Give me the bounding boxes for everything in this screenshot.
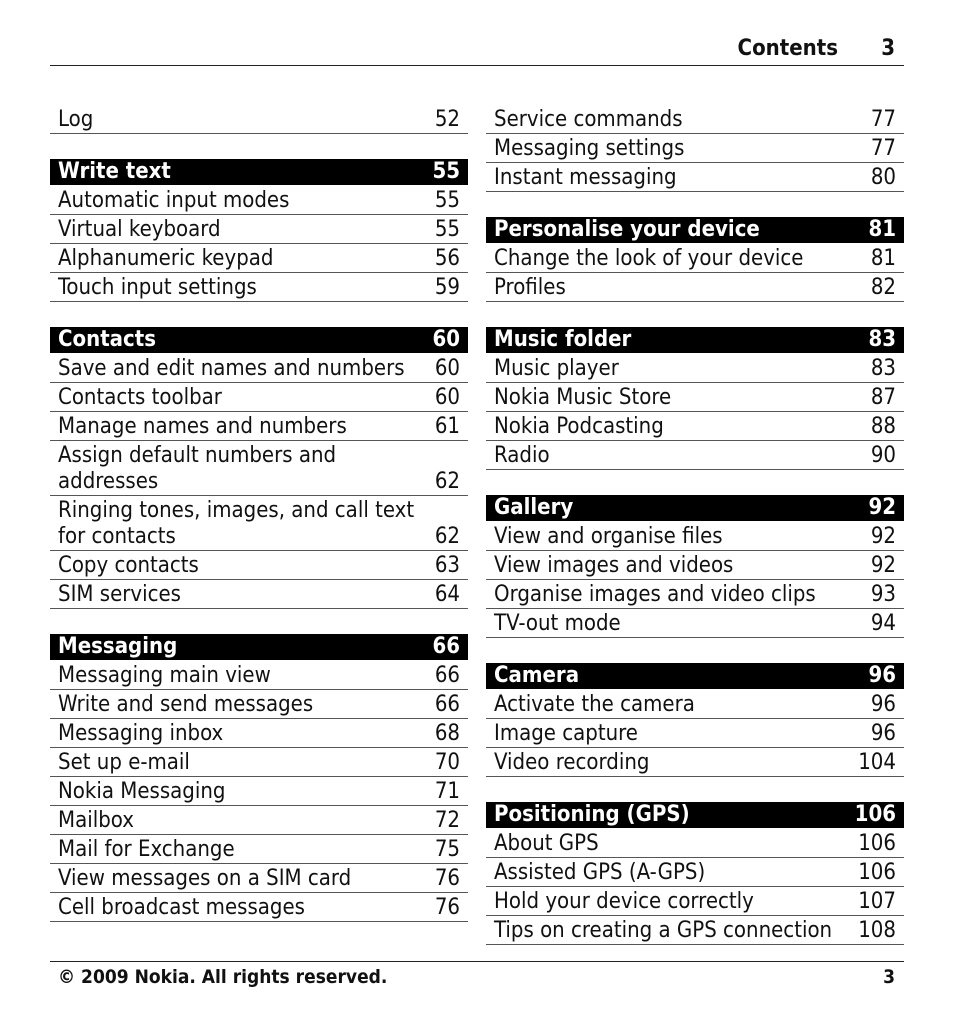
section-title-text: Camera xyxy=(494,663,580,688)
page-number: 76 xyxy=(434,895,460,920)
entry-title: Nokia Messaging xyxy=(58,779,226,804)
entry-title: SIM services xyxy=(58,582,181,607)
page-number: 81 xyxy=(868,217,896,242)
header-title: Contents xyxy=(737,36,838,61)
entry-title: Mail for Exchange xyxy=(58,837,235,862)
entry-title: View images and videos xyxy=(494,553,734,578)
section-title-text: Gallery xyxy=(494,495,574,520)
page-number: 87 xyxy=(870,385,896,410)
entry-title: Service commands xyxy=(494,107,683,132)
section-title-text: Contacts xyxy=(58,327,157,352)
toc-entry[interactable] xyxy=(486,581,904,609)
toc-entry[interactable] xyxy=(50,384,468,412)
toc-entry[interactable] xyxy=(486,413,904,441)
copyright-notice: © 2009 Nokia. All rights reserved. xyxy=(58,966,388,988)
toc-entry[interactable] xyxy=(50,274,468,302)
entry-title: Virtual keyboard xyxy=(58,217,221,242)
entry-title: Alphanumeric keypad xyxy=(58,246,274,271)
page-number: 60 xyxy=(432,327,460,352)
page-number: 106 xyxy=(858,831,896,856)
page-number: 55 xyxy=(434,188,460,213)
page-number: 62 xyxy=(434,469,460,494)
page-number: 60 xyxy=(434,356,460,381)
page-number: 60 xyxy=(434,385,460,410)
toc-entry[interactable] xyxy=(486,917,904,945)
entry-title: Mailbox xyxy=(58,808,134,833)
toc-entry[interactable] xyxy=(50,778,468,806)
toc-entry[interactable] xyxy=(50,187,468,215)
toc-entry[interactable] xyxy=(486,245,904,273)
entry-title: Image capture xyxy=(494,721,638,746)
section-title-text: Personalise your device xyxy=(494,217,760,242)
page-number: 83 xyxy=(868,327,896,352)
footer-page-number: 3 xyxy=(883,966,895,988)
entry-title: Write and send messages xyxy=(58,692,314,717)
page-number: 59 xyxy=(434,275,460,300)
toc-entry[interactable] xyxy=(50,720,468,748)
toc-entry[interactable] xyxy=(50,497,468,551)
toc-section-heading[interactable] xyxy=(486,327,904,353)
toc-entry[interactable] xyxy=(50,355,468,383)
toc-entry[interactable] xyxy=(50,413,468,441)
page-number: 96 xyxy=(870,692,896,717)
toc-entry[interactable] xyxy=(50,245,468,273)
toc-entry[interactable] xyxy=(50,106,468,134)
page-number: 55 xyxy=(432,159,460,184)
toc-entry[interactable] xyxy=(486,691,904,719)
toc-section-heading[interactable] xyxy=(50,327,468,353)
section-gap xyxy=(50,303,468,327)
toc-entry[interactable] xyxy=(486,274,904,302)
entry-title: Activate the camera xyxy=(494,692,695,717)
page-number: 108 xyxy=(858,918,896,943)
toc-entry[interactable] xyxy=(50,552,468,580)
section-gap xyxy=(486,193,904,217)
page-number: 92 xyxy=(870,553,896,578)
entry-title: Nokia Music Store xyxy=(494,385,672,410)
toc-section-heading[interactable] xyxy=(50,159,468,185)
page-number: 77 xyxy=(870,136,896,161)
page-number: 83 xyxy=(870,356,896,381)
entry-title: Radio xyxy=(494,443,550,468)
entry-title: Cell broadcast messages xyxy=(58,895,305,920)
toc-entry[interactable] xyxy=(50,894,468,922)
toc-entry[interactable] xyxy=(50,749,468,777)
toc-entry[interactable] xyxy=(50,216,468,244)
entry-title: Change the look of your device xyxy=(494,246,804,271)
toc-entry[interactable] xyxy=(50,836,468,864)
page-number: 77 xyxy=(870,107,896,132)
page-number: 107 xyxy=(858,889,896,914)
page-number: 68 xyxy=(434,721,460,746)
toc-entry[interactable] xyxy=(486,106,904,134)
page-number: 66 xyxy=(434,692,460,717)
entry-title: Copy contacts xyxy=(58,553,199,578)
toc-section-heading[interactable] xyxy=(486,802,904,828)
entry-title: Assign default numbers and addresses xyxy=(58,443,337,494)
page-number: 80 xyxy=(870,165,896,190)
section-gap xyxy=(486,639,904,663)
entry-title: TV-out mode xyxy=(494,611,621,636)
entry-title: About GPS xyxy=(494,831,599,856)
toc-entry[interactable] xyxy=(50,807,468,835)
section-gap xyxy=(50,610,468,634)
toc-entry[interactable] xyxy=(50,865,468,893)
toc-entry[interactable] xyxy=(50,442,468,496)
toc-entry[interactable] xyxy=(486,720,904,748)
toc-entry[interactable] xyxy=(486,830,904,858)
entry-title: Set up e-mail xyxy=(58,750,190,775)
entry-title: Manage names and numbers xyxy=(58,414,347,439)
page-footer xyxy=(50,961,904,992)
page-number: 70 xyxy=(434,750,460,775)
page-header xyxy=(50,34,904,66)
section-title-text: Music folder xyxy=(494,327,632,352)
toc-entry[interactable] xyxy=(486,384,904,412)
toc-entry[interactable] xyxy=(50,581,468,609)
page-number: 93 xyxy=(870,582,896,607)
entry-title: Profiles xyxy=(494,275,566,300)
page-number: 96 xyxy=(870,721,896,746)
toc-column-left xyxy=(50,106,468,923)
entry-title: Messaging main view xyxy=(58,663,271,688)
page-number: 71 xyxy=(434,779,460,804)
page-number: 96 xyxy=(868,663,896,688)
toc-entry[interactable] xyxy=(486,888,904,916)
entry-title: Contacts toolbar xyxy=(58,385,222,410)
section-title-text: Positioning (GPS) xyxy=(494,802,690,827)
entry-title: Music player xyxy=(494,356,619,381)
entry-title: Hold your device correctly xyxy=(494,889,754,914)
page-number: 92 xyxy=(870,524,896,549)
page-number: 92 xyxy=(868,495,896,520)
toc-section-heading[interactable] xyxy=(50,634,468,660)
entry-title: Ringing tones, images, and call text for contacts xyxy=(58,498,415,549)
page-number: 66 xyxy=(432,634,460,659)
toc-entry[interactable] xyxy=(50,662,468,690)
page-number: 88 xyxy=(870,414,896,439)
toc-entry[interactable] xyxy=(486,135,904,163)
entry-title: View messages on a SIM card xyxy=(58,866,352,891)
toc-column-right xyxy=(486,106,904,946)
entry-title: Video recording xyxy=(494,750,650,775)
toc-entry[interactable] xyxy=(486,610,904,638)
toc-section-heading[interactable] xyxy=(486,495,904,521)
entry-title: Touch input settings xyxy=(58,275,257,300)
page-number: 55 xyxy=(434,217,460,242)
toc-entry[interactable] xyxy=(486,552,904,580)
entry-title: Messaging settings xyxy=(494,136,685,161)
toc-entry[interactable] xyxy=(486,164,904,192)
entry-title: Save and edit names and numbers xyxy=(58,356,405,381)
page-number: 82 xyxy=(870,275,896,300)
toc-entry[interactable] xyxy=(486,523,904,551)
entry-title: Automatic input modes xyxy=(58,188,290,213)
page-number: 56 xyxy=(434,246,460,271)
toc-section-heading[interactable] xyxy=(486,663,904,689)
page-number: 104 xyxy=(858,750,896,775)
entry-title: Nokia Podcasting xyxy=(494,414,664,439)
toc-entry[interactable] xyxy=(486,355,904,383)
toc-section-heading[interactable] xyxy=(486,217,904,243)
section-title-text: Messaging xyxy=(58,634,178,659)
toc-entry[interactable] xyxy=(50,691,468,719)
section-gap xyxy=(486,303,904,327)
page-number: 64 xyxy=(434,582,460,607)
entry-title: Messaging inbox xyxy=(58,721,224,746)
toc-entry[interactable] xyxy=(486,442,904,470)
page-number: 94 xyxy=(870,611,896,636)
section-gap xyxy=(486,471,904,495)
page-number: 106 xyxy=(854,802,896,827)
toc-entry[interactable] xyxy=(486,749,904,777)
toc-entry[interactable] xyxy=(486,859,904,887)
section-gap xyxy=(50,135,468,159)
page-number: 52 xyxy=(434,107,460,132)
page-number: 81 xyxy=(870,246,896,271)
section-gap xyxy=(486,778,904,802)
page-number: 76 xyxy=(434,866,460,891)
page-number: 66 xyxy=(434,663,460,688)
entry-title: Log xyxy=(58,107,94,132)
entry-title: Organise images and video clips xyxy=(494,582,816,607)
page-number: 106 xyxy=(858,860,896,885)
entry-title: Instant messaging xyxy=(494,165,677,190)
page-number: 63 xyxy=(434,553,460,578)
page-number: 61 xyxy=(434,414,460,439)
page-number: 62 xyxy=(434,524,460,549)
page-number: 72 xyxy=(434,808,460,833)
header-page-number: 3 xyxy=(881,36,895,61)
section-title-text: Write text xyxy=(58,159,171,184)
page-number: 90 xyxy=(870,443,896,468)
entry-title: Tips on creating a GPS connection xyxy=(494,918,833,943)
entry-title: View and organise files xyxy=(494,524,723,549)
page-number: 75 xyxy=(434,837,460,862)
entry-title: Assisted GPS (A-GPS) xyxy=(494,860,706,885)
